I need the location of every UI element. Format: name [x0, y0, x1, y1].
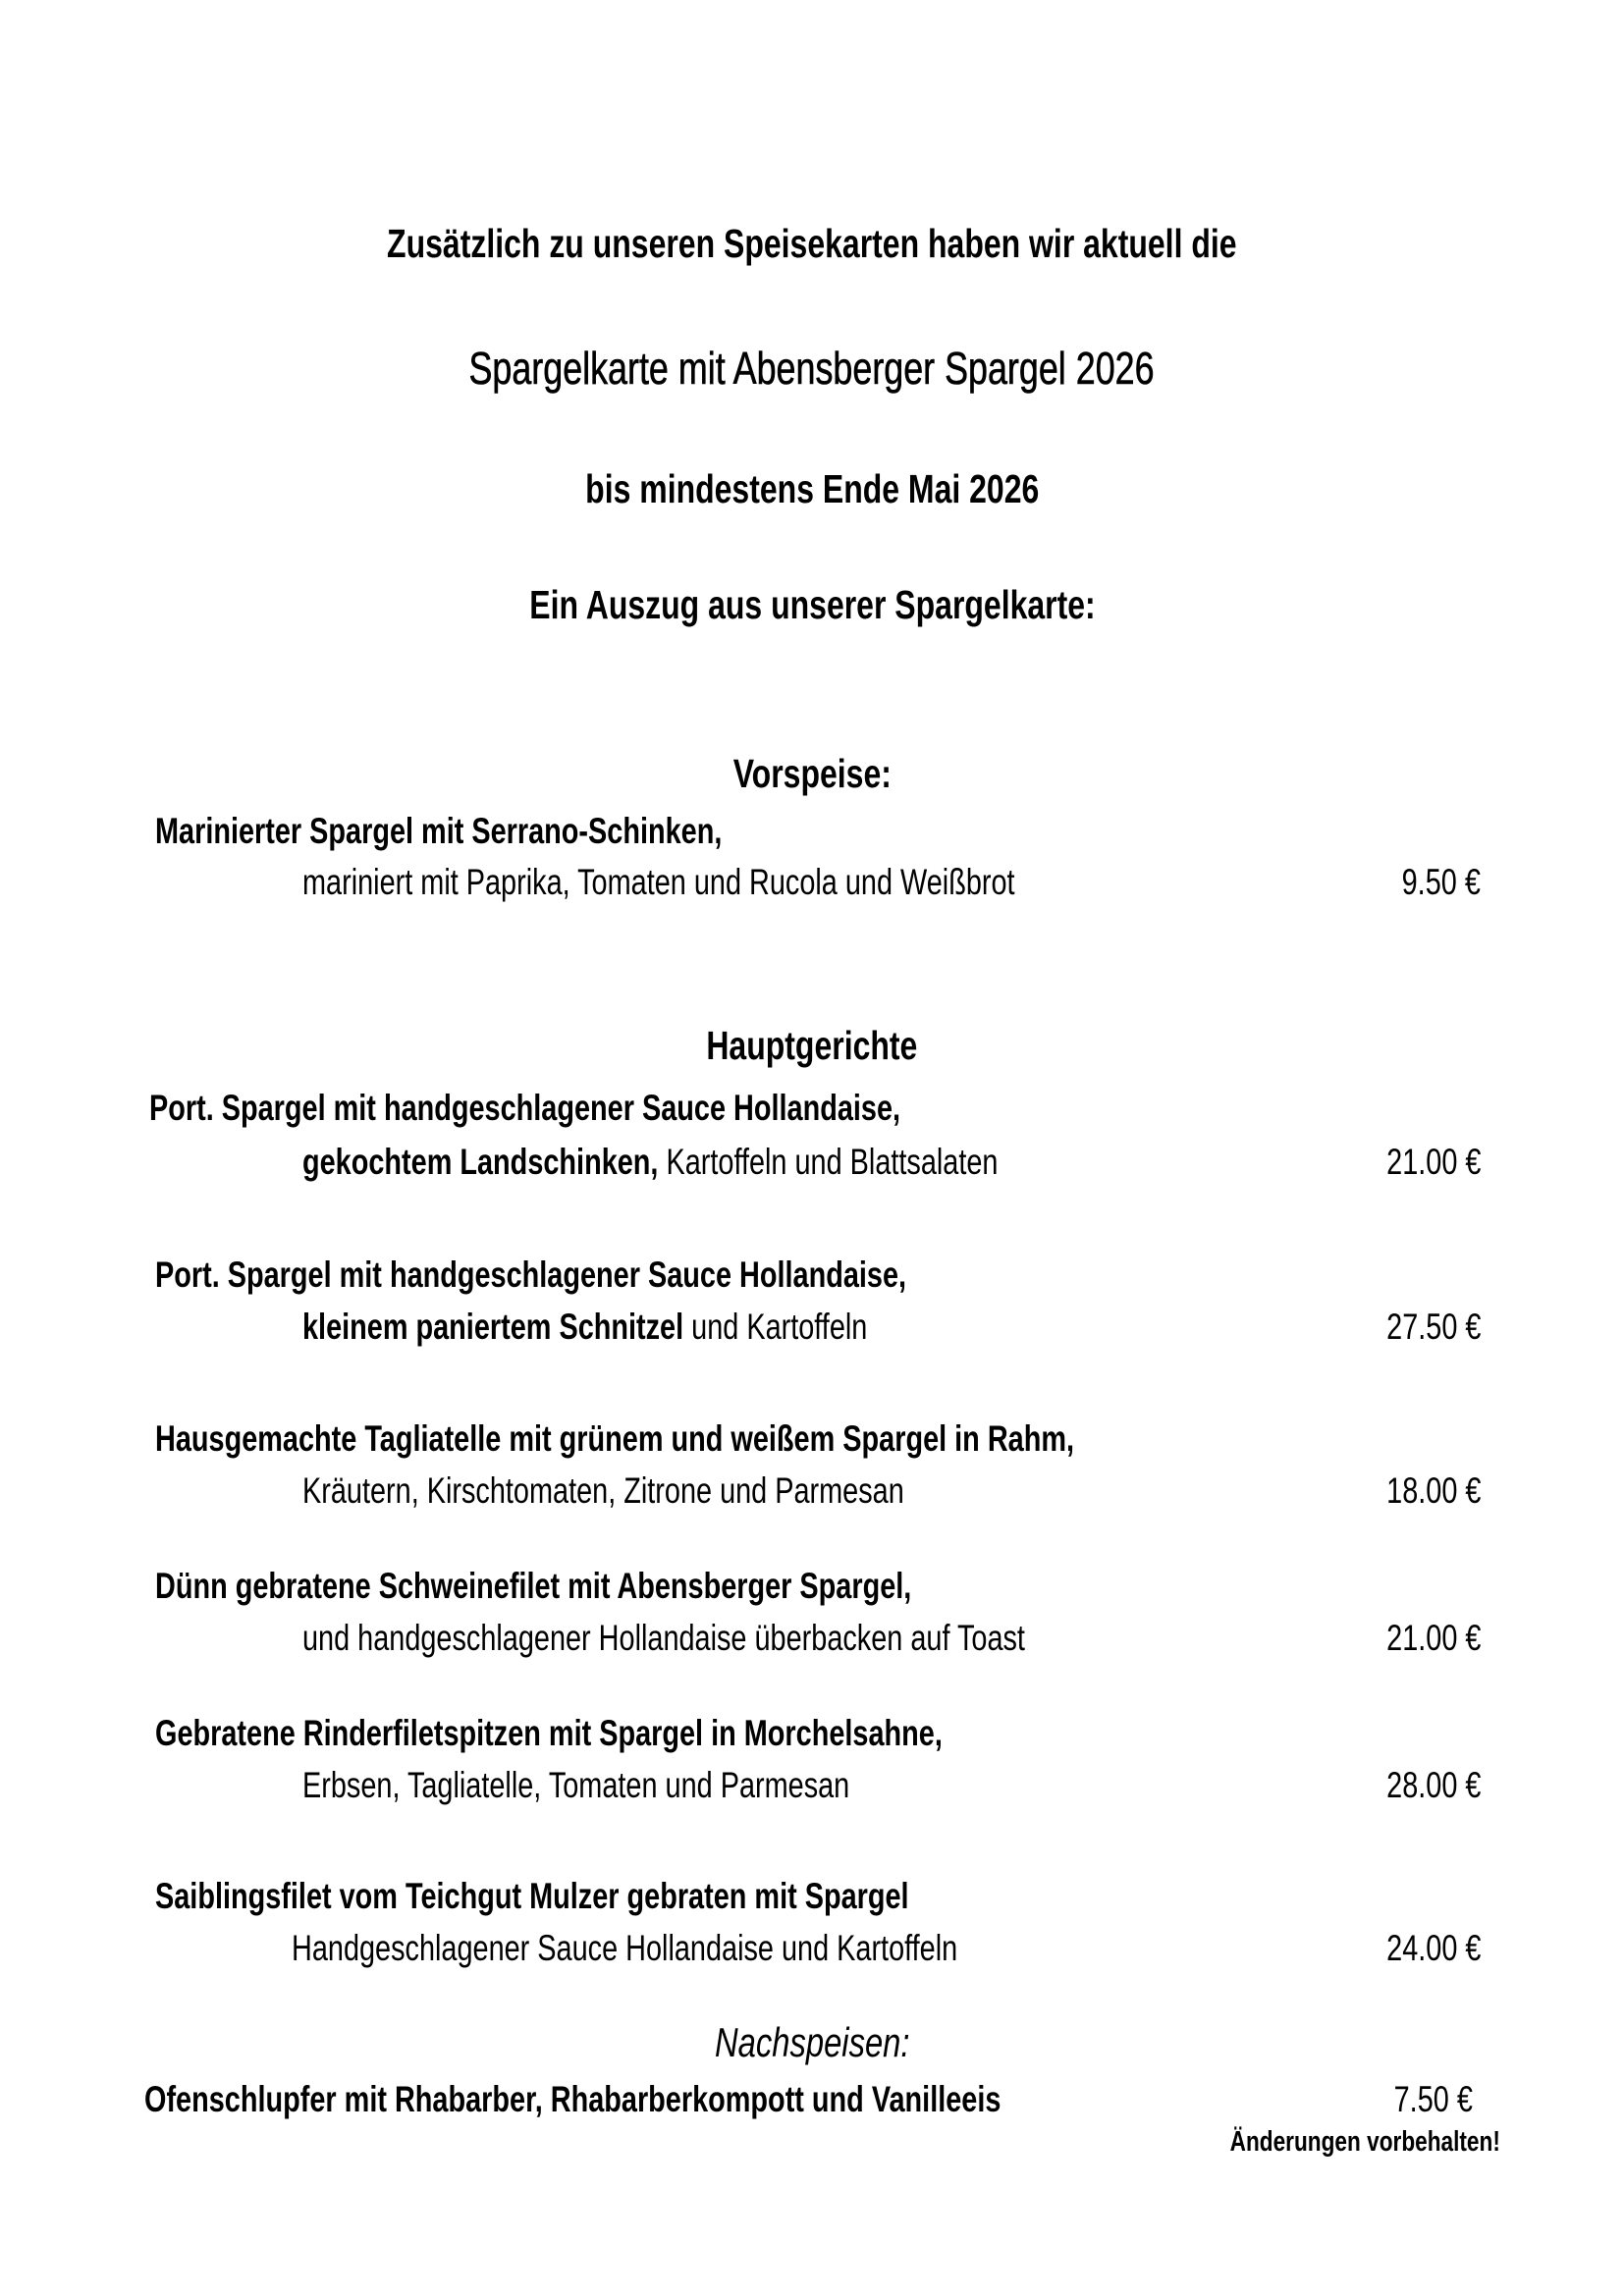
dish-name-text: Gebratene Rinderfiletspitzen mit Spargel in Morchelsahne,	[155, 1713, 943, 1753]
dish-price-text: 28.00 €	[1385, 1765, 1481, 1805]
dish-description	[302, 1767, 1003, 1803]
validity-heading-text: bis mindestens Ende Mai 2026	[584, 466, 1040, 511]
dish-name-text: Port. Spargel mit handgeschlagener Sauce Hollandaise,	[155, 1255, 907, 1295]
dish-name	[155, 1420, 1333, 1457]
dish-price	[1284, 1620, 1481, 1656]
dish-description-text: und handgeschlagener Hollandaise überbacken auf Toast	[302, 1618, 1025, 1658]
excerpt-heading	[0, 582, 1624, 627]
dish-description	[302, 864, 1216, 900]
dish-price	[1284, 1767, 1481, 1803]
dish-name-text: Saiblingsfilet vom Teichgut Mulzer gebraten mit Spargel	[155, 1876, 909, 1916]
dish-description-text: mariniert mit Paprika, Tomaten und Rucola und Weißbrot	[302, 862, 1015, 902]
dish-price	[1276, 2081, 1473, 2117]
dish-price-text: 9.50 €	[1401, 862, 1481, 902]
dish-name	[155, 1568, 1125, 1604]
intro-heading-text: Zusätzlich zu unseren Speisekarten haben wir aktuell die	[387, 221, 1237, 266]
intro-heading	[0, 221, 1624, 266]
dish-name-text: Ofenschlupfer mit Rhabarber, Rhabarberkompott und Vanilleeis	[144, 2079, 1001, 2119]
dish-name	[144, 2081, 1242, 2117]
dish-description-text: Kräutern, Kirschtomaten, Zitrone und Parmesan	[302, 1470, 904, 1511]
dish-name	[155, 813, 882, 849]
dish-name-text: Hausgemachte Tagliatelle mit grünem und weißem Spargel in Rahm,	[155, 1418, 1075, 1459]
dish-price	[1284, 1472, 1481, 1509]
dish-price	[1284, 1930, 1481, 1966]
dish-description-text: Kartoffeln und Blattsalaten	[658, 1142, 999, 1182]
section-heading-desserts-text: Nachspeisen:	[714, 2019, 910, 2065]
dish-description	[302, 1308, 1027, 1345]
validity-heading	[0, 466, 1624, 511]
dish-name	[155, 1256, 1118, 1293]
dish-name-text: Port. Spargel mit handgeschlagener Sauce Hollandaise,	[149, 1088, 901, 1128]
dish-price-text: 27.50 €	[1385, 1307, 1481, 1347]
dish-name	[155, 1715, 1164, 1751]
excerpt-heading-text: Ein Auszug aus unserer Spargelkarte:	[528, 582, 1096, 627]
dish-price	[1284, 1144, 1481, 1180]
dish-description	[302, 1144, 1194, 1180]
disclaimer-note-text: Änderungen vorbehalten!	[1229, 2126, 1500, 2158]
dish-price-text: 21.00 €	[1385, 1618, 1481, 1658]
dish-price	[1284, 1308, 1481, 1345]
dish-description-text: und Kartoffeln	[683, 1307, 868, 1347]
dish-description-text: Erbsen, Tagliatelle, Tomaten und Parmesan	[302, 1765, 850, 1805]
dish-price-text: 24.00 €	[1385, 1928, 1481, 1968]
dish-name-text: Marinierter Spargel mit Serrano-Schinken,	[155, 811, 723, 851]
dish-name	[149, 1090, 1112, 1126]
dish-price	[1284, 864, 1481, 900]
dish-price-text: 7.50 €	[1393, 2079, 1473, 2119]
dish-name	[155, 1878, 1121, 1914]
dish-price-text: 21.00 €	[1385, 1142, 1481, 1182]
section-heading-desserts	[0, 2019, 1624, 2065]
disclaimer-note	[1108, 2128, 1500, 2157]
dish-description-bold: gekochtem Landschinken,	[302, 1142, 659, 1182]
menu-title	[0, 343, 1624, 394]
section-heading-starter	[0, 751, 1624, 796]
dish-description	[292, 1930, 1145, 1966]
dish-name-text: Dünn gebratene Schweinefilet mit Abensberger Spargel,	[155, 1566, 912, 1606]
section-heading-starter-text: Vorspeise:	[732, 751, 892, 796]
dish-description	[302, 1620, 1229, 1656]
dish-description-text: Handgeschlagener Sauce Hollandaise und Kartoffeln	[292, 1928, 958, 1968]
dish-description-bold: kleinem paniertem Schnitzel	[302, 1307, 684, 1347]
dish-description	[302, 1472, 1074, 1509]
section-heading-mains	[0, 1023, 1624, 1068]
menu-title-text: Spargelkarte mit Abensberger Spargel 2026	[468, 343, 1156, 394]
section-heading-mains-text: Hauptgerichte	[706, 1023, 918, 1068]
dish-price-text: 18.00 €	[1385, 1470, 1481, 1511]
